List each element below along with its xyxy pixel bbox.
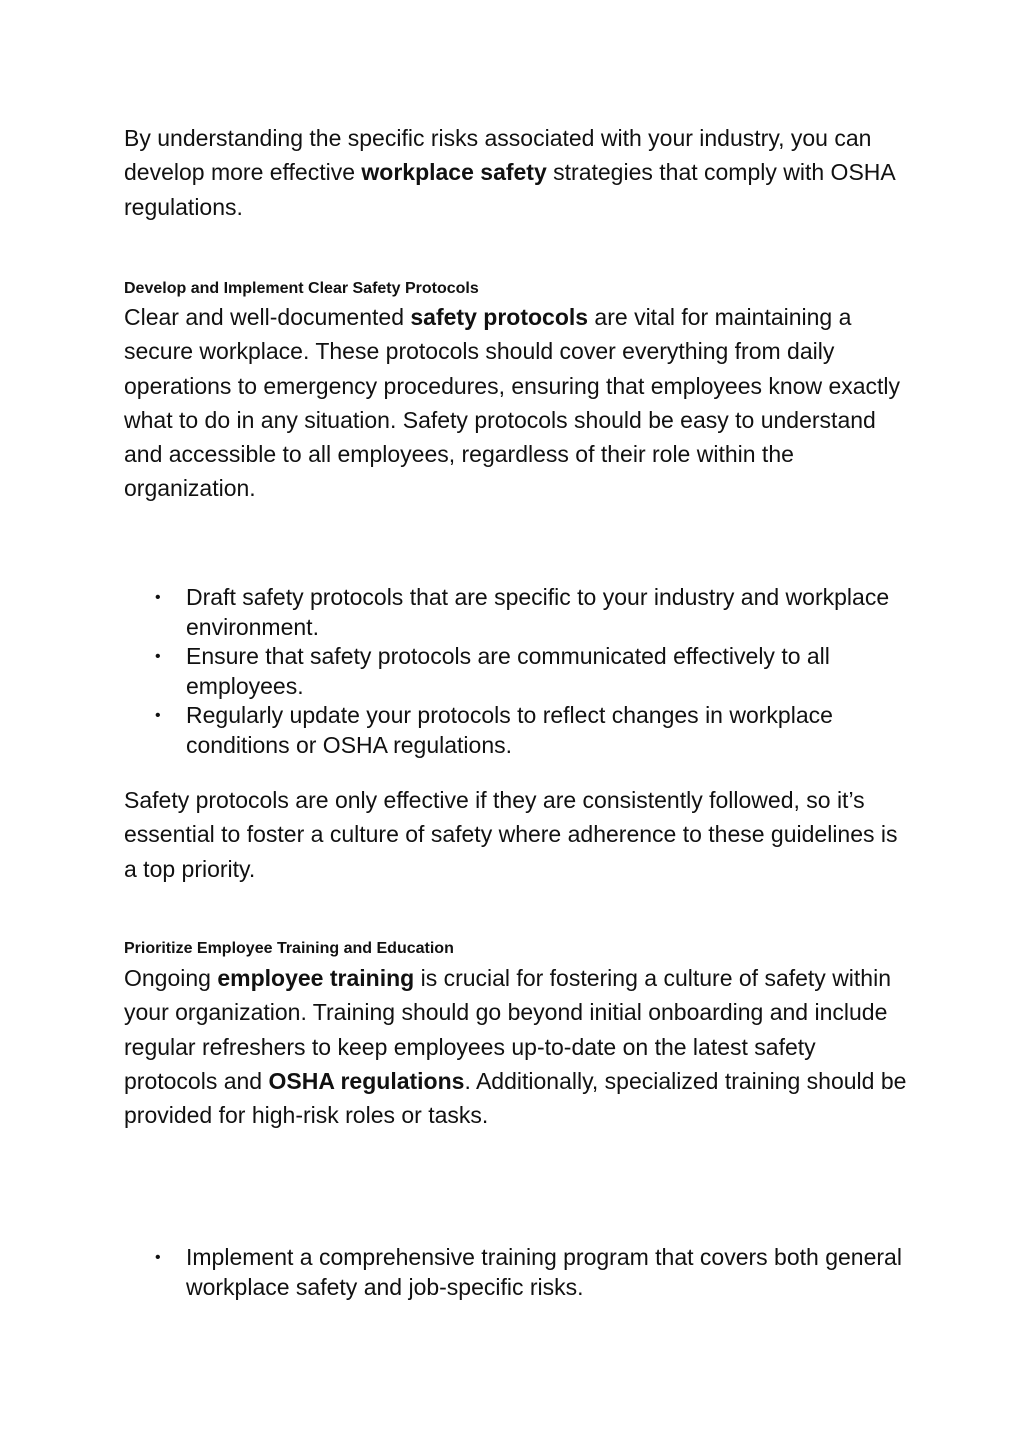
section1-text-1: Clear and well-documented bbox=[124, 304, 411, 330]
section2-paragraph bbox=[124, 961, 914, 1132]
section2-bold-osha-regulations: OSHA regulations bbox=[268, 1067, 465, 1094]
list-item bbox=[155, 583, 906, 642]
section1-closing-paragraph: Safety protocols are only effective if they are consistently followed, so it’s essential to foster a culture of safety where adherence to these guidelines is a top priority. bbox=[124, 787, 898, 882]
intro-bold-workplace-safety: workplace safety bbox=[361, 159, 547, 186]
list-item bbox=[155, 1243, 906, 1302]
bullet-dot: • bbox=[155, 1249, 161, 1266]
list-item bbox=[155, 642, 906, 701]
intro-text-2: strategies that comply with OSHA regulations. bbox=[124, 159, 895, 220]
section2-text-3: . Additionally, specialized training should be provided for high-risk roles or tasks. bbox=[124, 1067, 907, 1129]
bullet-dot: • bbox=[155, 589, 161, 606]
list-item-text: Implement a comprehensive training program that covers both general workplace safety and job-specific risks. bbox=[186, 1244, 902, 1300]
section2-text-1: Ongoing bbox=[124, 965, 218, 991]
list-item bbox=[155, 701, 906, 760]
intro-text-1: By understanding the specific risks associated with your industry, you can develop more effective bbox=[124, 125, 872, 186]
bullet-dot: • bbox=[155, 707, 161, 725]
list-item-text: Regularly update your protocols to reflect changes in workplace conditions or OSHA regulations. bbox=[186, 702, 833, 758]
list-item-text: Draft safety protocols that are specific to your industry and workplace environment. bbox=[186, 584, 890, 640]
section1-bullet-list bbox=[155, 583, 906, 761]
section1-paragraph bbox=[124, 300, 914, 506]
section2-bullet-list bbox=[155, 1243, 906, 1302]
bullet-dot: • bbox=[155, 648, 161, 666]
section1-bold-safety-protocols: safety protocols bbox=[410, 304, 589, 330]
section1-text-2: are vital for maintaining a secure workplace. These protocols should cover everything from daily operations to emergency procedures, ensuring that employees know exactly what to do in any situation. Safety protocols should be easy to understand and accessible to all employees, regardless of their role within the organization. bbox=[124, 304, 901, 502]
section2-text-2: is crucial for fostering a culture of safety within your organization. Training should go beyond initial onboarding and include regular refreshers to keep employees up-to-date on the latest safety protocols and bbox=[124, 965, 891, 1094]
section1-heading: Develop and Implement Clear Safety Protocols bbox=[124, 280, 479, 297]
section2-bold-employee-training: employee training bbox=[217, 965, 415, 991]
intro-paragraph bbox=[124, 121, 914, 224]
list-item-text: Ensure that safety protocols are communicated effectively to all employees. bbox=[186, 643, 830, 699]
section2-heading: Prioritize Employee Training and Education bbox=[124, 940, 454, 957]
